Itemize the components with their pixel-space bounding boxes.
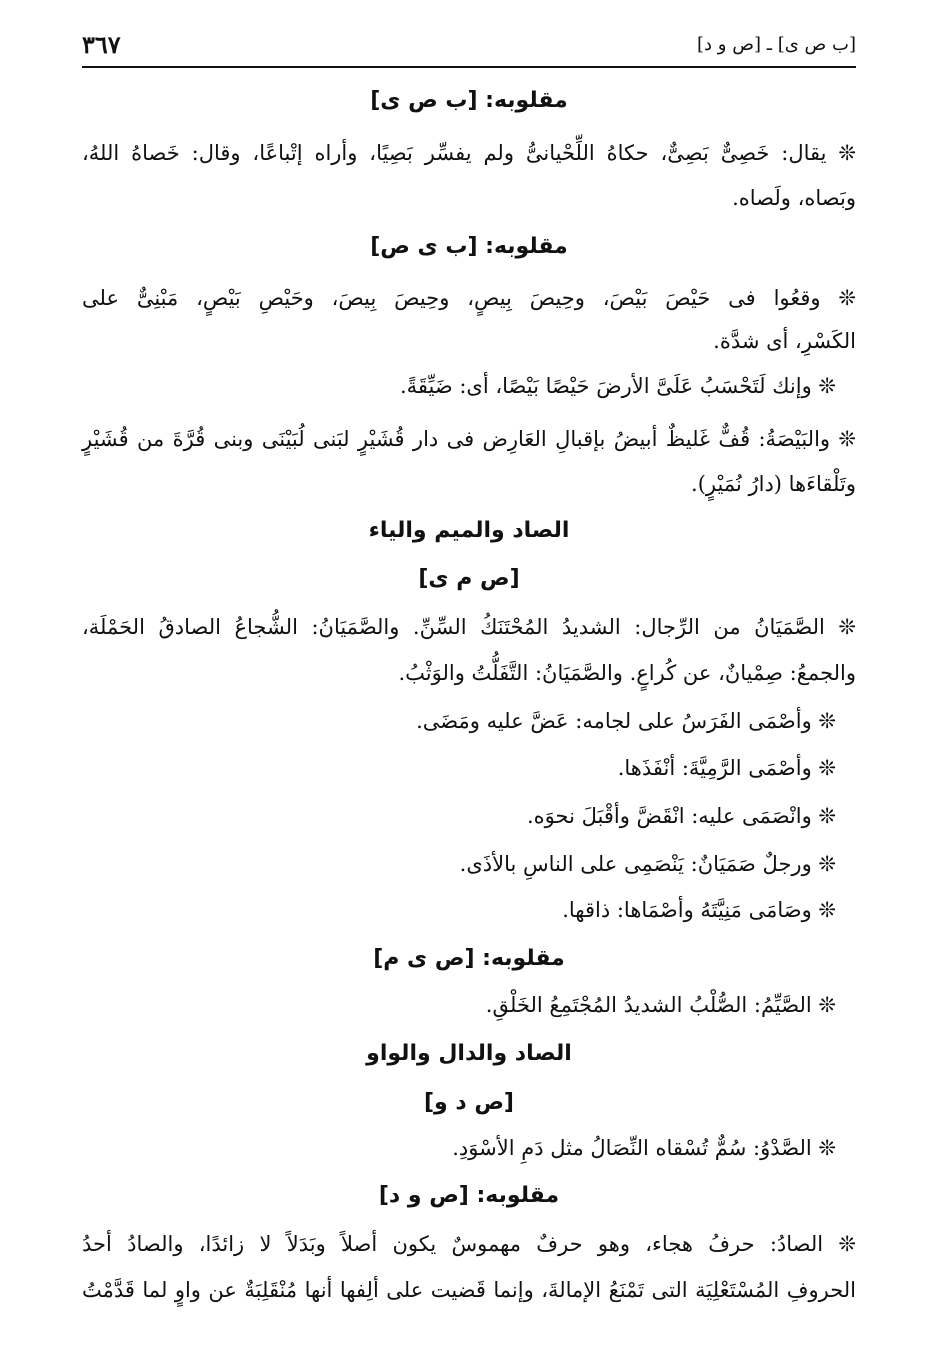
entry-line: ❊ ورجلٌ صَمَيَانٌ: يَنْصَمِى على الناسِ بالأذَى. bbox=[459, 852, 836, 876]
running-head: [ب ص ى] ـ [ص و د] bbox=[697, 34, 856, 55]
entry-line: ❊ وإنك لَتَحْسَبُ عَلَىَّ الأرضَ حَيْصًا بَيْصًا، أى: ضَيِّقَةً. bbox=[399, 374, 836, 398]
entry-line: ❊ والبَيْصَةُ: قُفٌّ غَليظٌ أبيضُ بإقبالِ العَارِض فى دار قُشَيْرٍ لبَنى لُبَيْنَى وبنى قُرَّةَ من قُشَيْرٍ bbox=[82, 427, 856, 451]
entry-line: الكَسْرِ، أى شدَّة. bbox=[713, 329, 856, 353]
page-header bbox=[82, 28, 856, 68]
section-heading-s-y-m: مقلوبه: [ص ى م] bbox=[373, 946, 565, 971]
entry-line: ❊ الصَّدْوُ: سُمٌّ تُسْقاه النِّصَالُ مثل دَمِ الأسْوَدِ. bbox=[452, 1136, 836, 1160]
section-heading-s-d-w: [ص د و] bbox=[424, 1090, 514, 1115]
chapter-heading-sad-dal-waw: الصاد والدال والواو bbox=[366, 1041, 572, 1066]
entry-line: ❊ الصَّمَيَانُ من الرِّجال: الشديدُ المُحْتَنَكُ السِّنِّ. والصَّمَيَانُ: الشُّجاعُ الصادقُ الحَمْلَة، bbox=[82, 615, 856, 639]
section-heading-s-m-y: [ص م ى] bbox=[418, 566, 520, 591]
entry-line: ❊ الصَّيِّمُ: الصُّلْبُ الشديدُ المُجْتَمِعُ الخَلْقِ. bbox=[485, 993, 836, 1017]
entry-line: وتَلْقاءَها (دارُ نُمَيْرٍ). bbox=[691, 472, 856, 496]
entry-line: الحروفِ المُسْتَعْلِيَة التى تَمْنَعُ الإمالةَ، وإنما قَضيت على ألِفها أنها مُنْقَلِبَةٌ عن واوٍ لما قَدَّمْتُ bbox=[82, 1278, 856, 1302]
entry-line: ❊ وقعُوا فى حَيْصَ بَيْصَ، وحِيصَ بِيصٍ، وحِيصَ بِيصَ، وحَيْصِ بَيْصٍ، مَبْنِىٌّ على bbox=[82, 286, 856, 310]
chapter-heading-sad-mim-ya: الصاد والميم والياء bbox=[368, 518, 570, 543]
section-heading-b-s-y: مقلوبه: [ب ص ى] bbox=[370, 88, 568, 113]
entry-line: ❊ وانْصَمَى عليه: انْقَضَّ وأقْبَلَ نحوَه. bbox=[526, 804, 836, 828]
entry-line: ❊ وصَامَى مَنِيَّتَهُ وأصْمَاها: ذاقها. bbox=[562, 898, 836, 922]
page-number: ٣٦٧ bbox=[82, 30, 121, 59]
entry-line: ❊ يقال: خَصِىٌّ بَصِىٌّ، حكاهُ اللِّحْيانىُّ ولم يفسِّر بَصِيًا، وأراه إتْباعًا، وقال: خَصاهُ اللهُ، bbox=[82, 141, 856, 165]
section-heading-b-y-s: مقلوبه: [ب ى ص] bbox=[370, 234, 568, 259]
section-heading-s-w-d: مقلوبه: [ص و د] bbox=[378, 1183, 560, 1208]
entry-line: والجمعُ: صِمْيانٌ، عن كُراعٍ. والصَّمَيَانُ: التَّفَلُّتُ والوَثْبُ. bbox=[398, 661, 856, 685]
entry-line: ❊ وأصْمَى الرَّمِيَّةَ: أنْفَذَها. bbox=[617, 756, 836, 780]
entry-line: ❊ وأصْمَى الفَرَسُ على لجامه: عَضَّ عليه ومَضَى. bbox=[416, 709, 836, 733]
entry-line: وبَصاه، ولَصاه. bbox=[732, 186, 856, 210]
entry-line: ❊ الصادُ: حرفُ هجاء، وهو حرفٌ مهموسٌ يكون أصلاً وبَدَلاً لا زائدًا، والصادُ أحدُ bbox=[82, 1232, 856, 1256]
